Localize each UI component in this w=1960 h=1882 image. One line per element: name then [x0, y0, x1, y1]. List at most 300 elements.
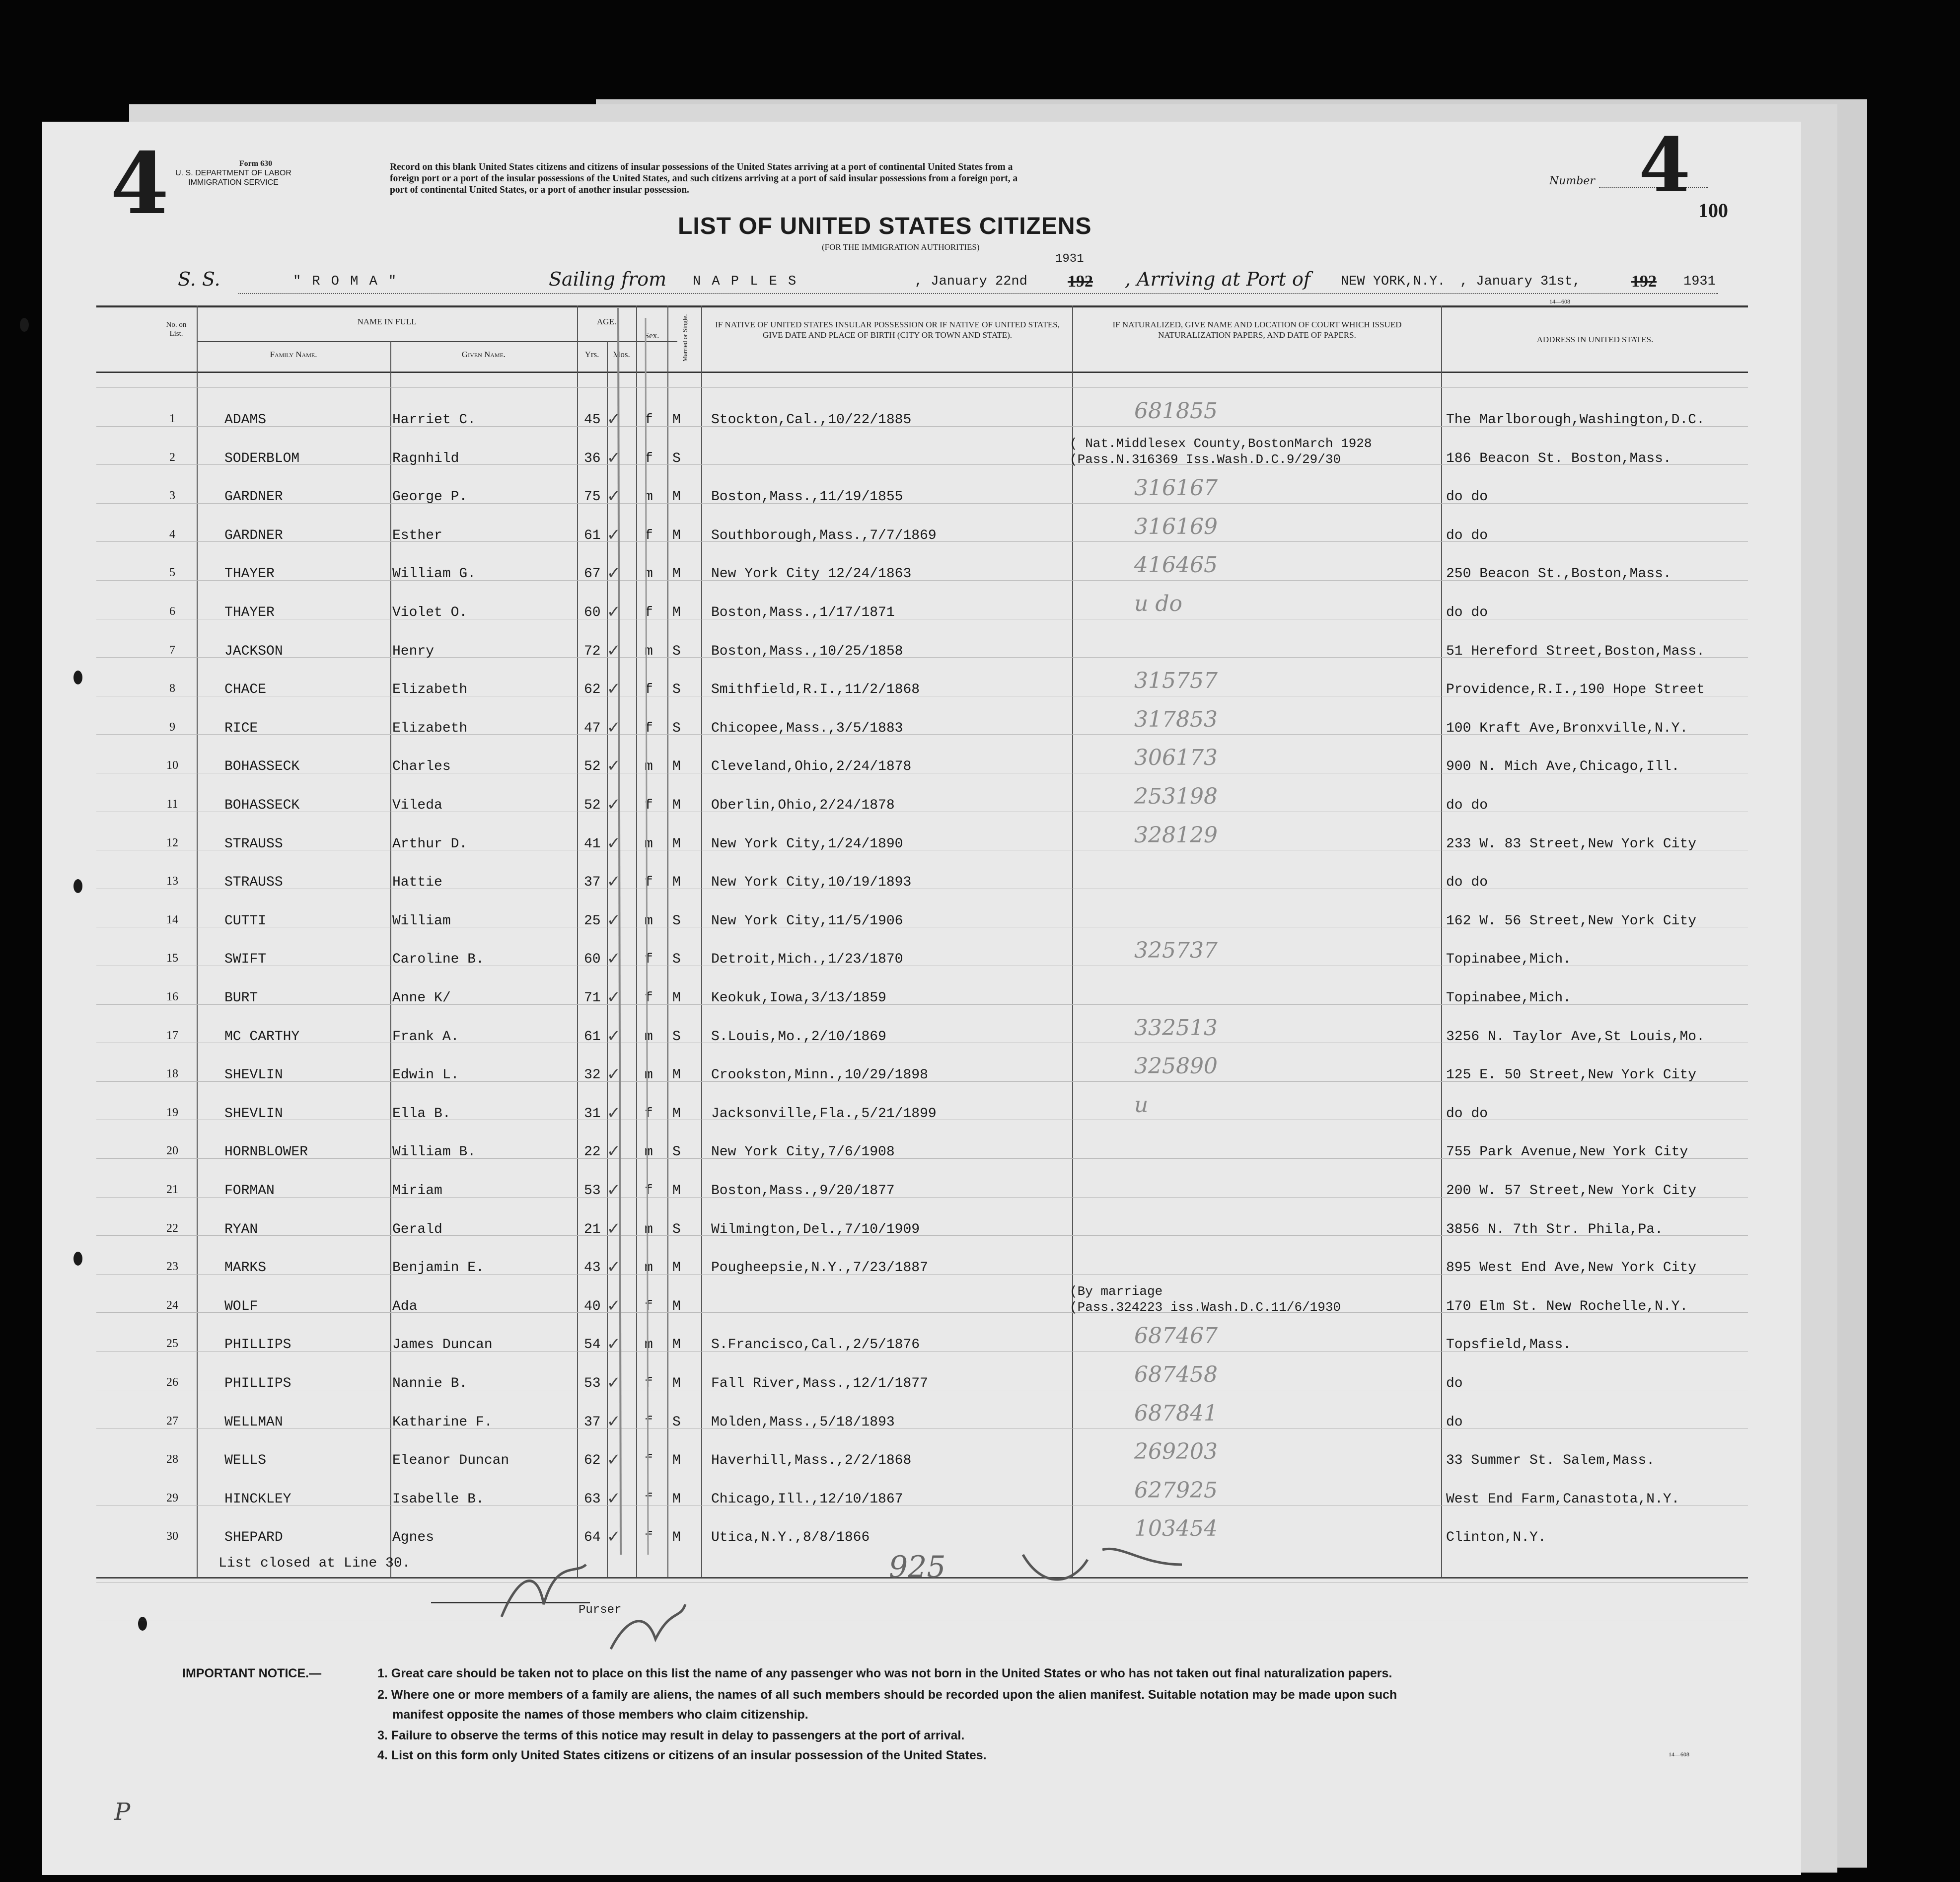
row-addr: 200 W. 57 Street,New York City — [1446, 1183, 1697, 1199]
row-family: ADAMS — [224, 412, 267, 428]
row-sex: f — [645, 682, 653, 698]
row-addr: 51 Hereford Street,Boston,Mass. — [1446, 643, 1705, 659]
instructions — [390, 161, 1482, 196]
row-birth: New York City,10/19/1893 — [711, 875, 912, 891]
row-birth: Utica,N.Y.,8/8/1866 — [711, 1530, 870, 1546]
row-birth: Smithfield,R.I.,11/2/1868 — [711, 682, 920, 698]
row-family: PHILLIPS — [224, 1337, 291, 1353]
check-mark-icon: ✓ — [608, 1103, 619, 1125]
header-sex: Sex. — [644, 331, 659, 340]
row-family: THAYER — [224, 605, 275, 620]
row-sex: f — [645, 527, 653, 543]
row-ms: M — [672, 1298, 681, 1314]
row-no: 22 — [166, 1221, 178, 1235]
row-sex: m — [645, 643, 653, 659]
voyage-form-code: 14—608 — [1549, 298, 1570, 305]
row-family: WOLF — [224, 1298, 258, 1314]
row-ms: M — [672, 527, 681, 543]
row-yrs: 31 — [584, 1106, 601, 1122]
row-ms: M — [672, 1067, 681, 1083]
row-no: 12 — [166, 836, 178, 849]
row-sex: f — [645, 1491, 653, 1507]
row-given: Ada — [392, 1298, 418, 1314]
row-given: Esther — [392, 527, 442, 543]
row-yrs: 25 — [584, 913, 601, 929]
row-no: 17 — [166, 1029, 178, 1042]
row-sex: f — [645, 1298, 653, 1314]
row-ms: S — [672, 952, 681, 968]
row-no: 24 — [166, 1298, 178, 1312]
row-addr: Providence,R.I.,190 Hope Street — [1446, 682, 1705, 698]
row-family: HINCKLEY — [224, 1491, 291, 1507]
check-mark-icon: ✓ — [608, 833, 619, 855]
row-family: STRAUSS — [224, 836, 283, 852]
row-addr: 100 Kraft Ave,Bronxville,N.Y. — [1446, 720, 1688, 736]
row-ms: M — [672, 489, 681, 505]
row-ms: M — [672, 1106, 681, 1122]
row-yrs: 61 — [584, 527, 601, 543]
row-family: WELLS — [224, 1453, 267, 1469]
row-sex: f — [645, 1414, 653, 1430]
notice-label: IMPORTANT NOTICE.— — [182, 1666, 322, 1680]
row-given: Arthur D. — [392, 836, 468, 852]
row-addr: do do — [1446, 489, 1488, 505]
row-birth: Jacksonville,Fla.,5/21/1899 — [711, 1106, 937, 1122]
row-birth: Detroit,Mich.,1/23/1870 — [711, 952, 903, 968]
row-birth: Fall River,Mass.,12/1/1877 — [711, 1376, 928, 1391]
row-given: Benjamin E. — [392, 1260, 484, 1276]
row-given: William G. — [392, 566, 476, 582]
row-family: MARKS — [224, 1260, 267, 1276]
row-pencil-number: 687467 — [1134, 1323, 1218, 1349]
col-divider — [636, 305, 637, 1577]
row-no: 9 — [169, 720, 175, 734]
form-id-block — [144, 159, 323, 187]
col-divider — [667, 305, 668, 1577]
punch-hole — [138, 1617, 147, 1631]
row-given: Miriam — [392, 1183, 442, 1199]
row-given: Charles — [392, 759, 451, 775]
row-sex: m — [645, 1144, 653, 1160]
notice-item: 2. Where one or more members of a family are aliens, the names of all such members should be recorded upon the alien manifest. Suitable notation may be made upon such — [377, 1688, 1397, 1702]
row-ms: M — [672, 1376, 681, 1391]
check-mark-icon: ✓ — [608, 409, 619, 431]
row-ms: M — [672, 1183, 681, 1199]
row-birth: Boston,Mass.,1/17/1871 — [711, 605, 895, 620]
row-addr: do do — [1446, 798, 1488, 813]
punch-hole — [20, 318, 29, 332]
row-no: 2 — [169, 451, 175, 464]
row-yrs: 53 — [584, 1183, 601, 1199]
row-yrs: 41 — [584, 836, 601, 852]
row-ms: S — [672, 682, 681, 698]
row-given: Hattie — [392, 875, 442, 891]
row-ms: M — [672, 1491, 681, 1507]
row-ms: S — [672, 451, 681, 466]
row-addr: 233 W. 83 Street,New York City — [1446, 836, 1697, 852]
row-no: 18 — [166, 1067, 178, 1081]
row-yrs: 62 — [584, 1453, 601, 1469]
row-ms: M — [672, 1530, 681, 1546]
port-to: NEW YORK,N.Y. — [1341, 274, 1446, 289]
row-pencil-number: 317853 — [1134, 706, 1218, 732]
instruction-line: port of continental United States, or a port of another insular possession. — [390, 185, 689, 195]
row-ms: M — [672, 798, 681, 813]
row-birth: New York City 12/24/1863 — [711, 566, 912, 582]
row-addr: 755 Park Avenue,New York City — [1446, 1144, 1688, 1160]
arrive-year-written: 1931 — [1683, 274, 1716, 289]
ss-label: S. S. — [178, 268, 220, 290]
row-addr: 250 Beacon St.,Boston,Mass. — [1446, 566, 1671, 582]
row-yrs: 60 — [584, 605, 601, 620]
row-ms: S — [672, 913, 681, 929]
row-birth: Haverhill,Mass.,2/2/1868 — [711, 1453, 912, 1469]
row-no: 16 — [166, 990, 178, 1003]
row-sex: f — [645, 798, 653, 813]
instruction-line: Record on this blank United States citizens and citizens of insular possessions of the United States arriving at a port of continental United States from a — [390, 162, 1013, 172]
check-mark-icon: ✓ — [608, 1026, 619, 1048]
row-yrs: 22 — [584, 1144, 601, 1160]
row-given: Elizabeth — [392, 720, 468, 736]
row-no: 21 — [166, 1183, 178, 1196]
instruction-line: foreign port or a port of the insular possessions of the United States, and such citizens arriving at a port of said insular possessions from a foreign port, a — [390, 173, 1018, 184]
row-yrs: 62 — [584, 682, 601, 698]
row-family: BOHASSECK — [224, 759, 300, 775]
row-birth: Chicago,Ill.,12/10/1867 — [711, 1491, 903, 1507]
row-sex: m — [645, 759, 653, 775]
row-birth: New York City,1/24/1890 — [711, 836, 903, 852]
row-no: 5 — [169, 566, 175, 580]
row-sex: f — [645, 1376, 653, 1391]
row-addr: The Marlborough,Washington,D.C. — [1446, 412, 1705, 428]
check-mark-icon: ✓ — [608, 717, 619, 739]
row-addr: 170 Elm St. New Rochelle,N.Y. — [1446, 1298, 1688, 1314]
row-no: 4 — [169, 527, 175, 541]
row-ms: M — [672, 759, 681, 775]
row-given: George P. — [392, 489, 468, 505]
row-given: Katharine F. — [392, 1414, 493, 1430]
row-naturalization: (By marriage — [1070, 1283, 1163, 1299]
header-given-name: Given Name. — [461, 350, 506, 359]
row-family: SODERBLOM — [224, 451, 300, 466]
row-family: FORMAN — [224, 1183, 275, 1199]
row-sex: m — [645, 836, 653, 852]
row-pencil-number: 316167 — [1134, 475, 1218, 501]
notice-item: 1. Great care should be taken not to place on this list the name of any passenger who was not born in the United States or who has not taken out final naturalization papers. — [377, 1666, 1392, 1680]
arrive-date: , January 31st, — [1460, 274, 1581, 289]
row-pencil-number: 253198 — [1134, 784, 1218, 809]
row-family: STRAUSS — [224, 875, 283, 891]
check-mark-icon: ✓ — [608, 872, 619, 894]
row-sex: m — [645, 1029, 653, 1045]
row-yrs: 37 — [584, 1414, 601, 1430]
row-pencil-number: 687458 — [1134, 1362, 1218, 1387]
row-given: James Duncan — [392, 1337, 493, 1353]
row-addr: 3256 N. Taylor Ave,St Louis,Mo. — [1446, 1029, 1705, 1045]
notice-item: 4. List on this form only United States citizens or citizens of an insular possession of the United States. — [377, 1748, 987, 1762]
row-family: BOHASSECK — [224, 798, 300, 813]
row-sex: f — [645, 1530, 653, 1546]
check-mark-icon: ✓ — [608, 910, 619, 932]
check-mark-icon: ✓ — [608, 1450, 619, 1472]
row-yrs: 37 — [584, 875, 601, 891]
row-no: 10 — [166, 759, 178, 772]
check-mark-icon: ✓ — [608, 1180, 619, 1202]
ruled-line — [96, 387, 1748, 388]
row-birth: New York City,7/6/1908 — [711, 1144, 895, 1160]
row-family: SHEVLIN — [224, 1067, 283, 1083]
row-pencil-number: 627925 — [1134, 1477, 1218, 1503]
notice-item: manifest opposite the names of those members who claim citizenship. — [392, 1708, 808, 1722]
row-given: Elizabeth — [392, 682, 468, 698]
row-ms: S — [672, 720, 681, 736]
row-sex: m — [645, 1337, 653, 1353]
row-sex: f — [645, 990, 653, 1006]
row-yrs: 45 — [584, 412, 601, 428]
row-no: 27 — [166, 1414, 178, 1428]
row-birth: Boston,Mass.,10/25/1858 — [711, 643, 903, 659]
row-birth: S.Louis,Mo.,2/10/1869 — [711, 1029, 886, 1045]
row-given: Ella B. — [392, 1106, 451, 1122]
check-mark-icon: ✓ — [608, 1411, 619, 1433]
ruled-line — [96, 1428, 1748, 1429]
row-addr: Topinabee,Mich. — [1446, 952, 1572, 968]
row-sex: m — [645, 566, 653, 582]
row-no: 30 — [166, 1530, 178, 1543]
row-pencil-number: 328129 — [1134, 822, 1218, 848]
punch-hole — [73, 879, 82, 893]
check-mark-icon: ✓ — [608, 563, 619, 585]
row-addr: 33 Summer St. Salem,Mass. — [1446, 1453, 1655, 1469]
row-pencil-number: 325890 — [1134, 1054, 1218, 1079]
row-family: GARDNER — [224, 527, 283, 543]
row-yrs: 52 — [584, 798, 601, 813]
sailing-label: Sailing from — [549, 268, 667, 290]
punch-hole — [73, 1252, 82, 1266]
row-pencil-number: 316169 — [1134, 514, 1218, 539]
sail-year-printed: 192 — [1068, 272, 1093, 291]
row-addr: do — [1446, 1414, 1463, 1430]
row-yrs: 71 — [584, 990, 601, 1006]
row-family: SHEVLIN — [224, 1106, 283, 1122]
row-yrs: 60 — [584, 952, 601, 968]
row-birth: Boston,Mass.,9/20/1877 — [711, 1183, 895, 1199]
row-given: Agnes — [392, 1530, 435, 1546]
check-mark-icon: ✓ — [608, 1141, 619, 1163]
row-given: Violet O. — [392, 605, 468, 620]
row-ms: S — [672, 643, 681, 659]
row-ms: M — [672, 412, 681, 428]
row-yrs: 54 — [584, 1337, 601, 1353]
row-birth: Pougheepsie,N.Y.,7/23/1887 — [711, 1260, 928, 1276]
row-given: William B. — [392, 1144, 476, 1160]
check-mark-icon: ✓ — [608, 1373, 619, 1394]
row-no: 6 — [169, 605, 175, 618]
col-divider — [577, 305, 578, 1577]
row-given: Gerald — [392, 1221, 442, 1237]
row-family: WELLMAN — [224, 1414, 283, 1430]
row-ms: M — [672, 1260, 681, 1276]
row-family: RICE — [224, 720, 258, 736]
row-pencil-number: 306173 — [1134, 745, 1218, 771]
list-closed-note: List closed at Line 30. — [218, 1556, 411, 1571]
check-mark-icon: ✓ — [608, 1257, 619, 1279]
punch-hole — [73, 671, 82, 684]
check-mark-icon: ✓ — [608, 640, 619, 662]
row-addr: 186 Beacon St. Boston,Mass. — [1446, 451, 1671, 466]
row-given: Edwin L. — [392, 1067, 459, 1083]
col-divider — [701, 305, 702, 1577]
row-pencil-number: u — [1134, 1092, 1149, 1118]
row-pencil-number: u do — [1134, 591, 1182, 616]
purser-signature-line — [431, 1602, 590, 1603]
row-family: JACKSON — [224, 643, 283, 659]
row-addr: Topinabee,Mich. — [1446, 990, 1572, 1006]
page-subtitle: (FOR THE IMMIGRATION AUTHORITIES) — [822, 242, 980, 252]
row-addr: 900 N. Mich Ave,Chicago,Ill. — [1446, 759, 1680, 775]
row-sex: m — [645, 1067, 653, 1083]
row-yrs: 75 — [584, 489, 601, 505]
row-ms: M — [672, 1337, 681, 1353]
header-age: AGE. — [596, 317, 617, 326]
row-sex: f — [645, 1183, 653, 1199]
row-family: PHILLIPS — [224, 1376, 291, 1391]
row-yrs: 43 — [584, 1260, 601, 1276]
row-birth: Wilmington,Del.,7/10/1909 — [711, 1221, 920, 1237]
row-addr: West End Farm,Canastota,N.Y. — [1446, 1491, 1680, 1507]
row-ms: M — [672, 875, 681, 891]
row-no: 3 — [169, 489, 175, 503]
check-mark-icon: ✓ — [608, 679, 619, 701]
row-given: Nannie B. — [392, 1376, 468, 1391]
row-sex: m — [645, 1221, 653, 1237]
check-mark-icon: ✓ — [608, 448, 619, 469]
row-addr: 162 W. 56 Street,New York City — [1446, 913, 1697, 929]
row-birth: Stockton,Cal.,10/22/1885 — [711, 412, 912, 428]
row-family: GARDNER — [224, 489, 283, 505]
row-ms: S — [672, 1414, 681, 1430]
row-family: CHACE — [224, 682, 267, 698]
row-family: SWIFT — [224, 952, 267, 968]
row-given: Eleanor Duncan — [392, 1453, 509, 1469]
check-mark-icon: ✓ — [608, 486, 619, 508]
row-yrs: 61 — [584, 1029, 601, 1045]
row-no: 15 — [166, 952, 178, 965]
col-divider — [390, 341, 391, 1577]
row-addr: do do — [1446, 605, 1488, 620]
row-addr: do — [1446, 1376, 1463, 1391]
check-mark-icon: ✓ — [608, 1527, 619, 1549]
form-number: Form 630 — [239, 159, 273, 168]
table-header-rule — [96, 372, 1748, 373]
table-top-rule — [96, 305, 1748, 307]
row-ms: S — [672, 1029, 681, 1045]
row-no: 14 — [166, 913, 178, 926]
row-no: 25 — [166, 1337, 178, 1351]
header-yrs: Yrs. — [584, 350, 599, 359]
row-naturalization: ( Nat.Middlesex County,BostonMarch 1928 — [1070, 436, 1372, 451]
row-sex: f — [645, 720, 653, 736]
row-pencil-number: 269203 — [1134, 1439, 1218, 1465]
arrive-year-printed: 192 — [1631, 272, 1657, 291]
check-mark-icon: ✓ — [608, 1488, 619, 1510]
name-subheader-rule — [197, 341, 677, 342]
row-yrs: 52 — [584, 759, 601, 775]
pencil-note: 925 — [889, 1550, 946, 1584]
row-birth: Southborough,Mass.,7/7/1869 — [711, 527, 937, 543]
row-family: CUTTI — [224, 913, 267, 929]
row-addr: do do — [1446, 527, 1488, 543]
row-birth: Oberlin,Ohio,2/24/1878 — [711, 798, 895, 813]
check-mark-icon: ✓ — [608, 1334, 619, 1356]
row-addr: do do — [1446, 1106, 1488, 1122]
service: IMMIGRATION SERVICE — [188, 178, 279, 187]
row-no: 26 — [166, 1376, 178, 1389]
row-no: 8 — [169, 682, 175, 695]
row-addr: Clinton,N.Y. — [1446, 1530, 1546, 1546]
row-given: Harriet C. — [392, 412, 476, 428]
header-mos: Mos. — [613, 350, 630, 359]
row-yrs: 21 — [584, 1221, 601, 1237]
check-mark-icon: ✓ — [608, 756, 619, 778]
ship-name: " R O M A " — [293, 274, 398, 289]
row-yrs: 63 — [584, 1491, 601, 1507]
row-family: HORNBLOWER — [224, 1144, 308, 1160]
row-ms: M — [672, 1453, 681, 1469]
header-naturalized: IF NATURALIZED, GIVE NAME AND LOCATION OF COURT WHICH ISSUED NATURALIZATION PAPERS, AND DATE OF PAPERS. — [1112, 320, 1402, 340]
col-divider — [1441, 305, 1442, 1577]
row-pencil-number: 681855 — [1134, 398, 1218, 424]
row-sex: f — [645, 451, 653, 466]
row-birth: S.Francisco,Cal.,2/5/1876 — [711, 1337, 920, 1353]
row-sex: m — [645, 913, 653, 929]
header-no: No. on List. — [166, 321, 187, 338]
check-mark-icon: ✓ — [608, 795, 619, 816]
row-sex: f — [645, 605, 653, 620]
check-mark-icon: ✓ — [608, 949, 619, 971]
row-sex: m — [645, 489, 653, 505]
row-no: 13 — [166, 875, 178, 888]
row-birth: Boston,Mass.,11/19/1855 — [711, 489, 903, 505]
port-from: N A P L E S — [693, 274, 798, 289]
row-yrs: 36 — [584, 451, 601, 466]
row-no: 23 — [166, 1260, 178, 1274]
sail-date: , January 22nd — [915, 274, 1027, 289]
row-addr: Topsfield,Mass. — [1446, 1337, 1572, 1353]
purser-label: Purser — [579, 1603, 622, 1617]
header-name-in-full: NAME IN FULL — [357, 317, 417, 326]
sail-year-written: 1931 — [1055, 252, 1084, 266]
row-pencil-number: 687841 — [1134, 1400, 1218, 1426]
row-addr: do do — [1446, 875, 1488, 891]
row-given: Vileda — [392, 798, 442, 813]
row-addr: 895 West End Ave,New York City — [1446, 1260, 1697, 1276]
page-title: LIST OF UNITED STATES CITIZENS — [678, 213, 1092, 239]
row-sex: m — [645, 1260, 653, 1276]
row-ms: S — [672, 1221, 681, 1237]
row-given: Henry — [392, 643, 435, 659]
row-no: 28 — [166, 1453, 178, 1466]
notice-item: 3. Failure to observe the terms of this notice may result in delay to passengers at the port of arrival. — [377, 1729, 965, 1742]
number-label: Number — [1549, 175, 1595, 187]
row-given: Caroline B. — [392, 952, 484, 968]
row-pencil-number: 416465 — [1134, 552, 1218, 578]
header-address: ADDRESS IN UNITED STATES. — [1536, 335, 1654, 344]
row-given: Frank A. — [392, 1029, 459, 1045]
row-family: MC CARTHY — [224, 1029, 300, 1045]
row-ms: M — [672, 566, 681, 582]
row-yrs: 32 — [584, 1067, 601, 1083]
